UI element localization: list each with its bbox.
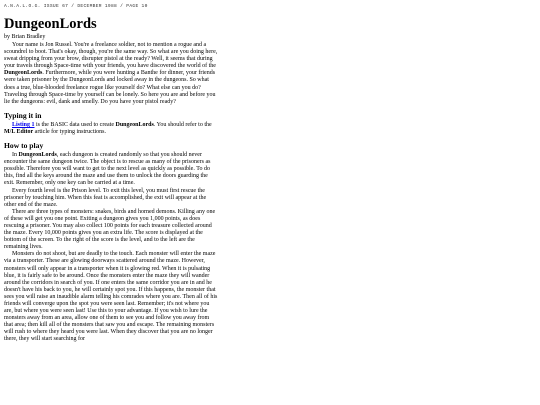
- typing-text-1: is the BASIC data used to create: [34, 121, 116, 128]
- article-page: [0, 0, 222, 344]
- intro-game-name: DungeonLords: [4, 70, 43, 77]
- howto-paragraph-3: There are three types of monsters: snakes, birds and horned demons. Killing any one of these will get you one point. Exiting a dungeon gives you 1,000 points, as does rescuing a prisoner. You may also collect 100 points for each treasure collected around the maze. Every 10,000 points gives you an extra life. The score is displayed at the bottom of the screen. To the right of the score is the level, and to the left are the remaining lives.: [4, 208, 216, 251]
- typing-heading: Typing it in: [4, 110, 42, 120]
- howto-p1-game-name: DungeonLords: [18, 152, 57, 159]
- listing-1-link[interactable]: Listing 1: [12, 121, 35, 128]
- typing-text-3: article for typing instructions.: [33, 128, 106, 135]
- howto-paragraph-4: Monsters do not shoot, but are deadly to the touch. Each monster will enter the maze via a transporter. These are glowing doorways scattered around the maze. However, monsters will only appear in a transporter when it is glowing red. When it is pulsating blue, it is fairly safe to be around. Once the monsters enter the maze they will wander around the corridors in search of you. If one enters the same corridor you are in and he doesn't have his back to you, he will certainly spot you. If this happens, the monster that sees you will raise an inaudible alarm telling his comrades where you are. Then all of his friends will converge upon the spot you were seen last. Remember; it's not where you are, but where you were seen last! Use this to your advantage. If you wish to lure the monsters away from an area, allow one of them to see you and follow you away from that area; then kill all of the monsters that saw you and escape. The remaining monsters will rush to where they heard you were last. When they discover that you are no longer there, they will start searching for: [4, 251, 218, 343]
- howto-paragraph-1: [4, 152, 218, 187]
- howto-paragraph-2: Every fourth level is the Prison level. To exit this level, you must first rescue the prisoner by touching him. When this feat is accomplished, the exit will appear at the other end of the maze.: [4, 187, 207, 208]
- ml-editor-name: M/L Editor: [4, 128, 34, 135]
- running-head: A.N.A.L.O.G. ISSUE 67 / DECEMBER 1988 / PAGE 10: [4, 4, 148, 9]
- intro-text-a: Your name is Jon Russel. You're a freelance soldier, not to mention a rogue and a scoundrel to boot. That's okay, though, you're the same way. So what are you doing here, sweat dripping from your brow, disrupter pistol at the ready? Well, it seems that during your travels through Space-time with your friends, you have discovered the world of the: [4, 42, 218, 70]
- article-title: DungeonLords: [4, 16, 97, 32]
- intro-paragraph: [4, 42, 218, 106]
- typing-text-2: . You should refer to the: [153, 121, 212, 128]
- typing-paragraph: [4, 122, 218, 136]
- howto-p1-a: In: [12, 152, 19, 159]
- howto-p1-c: , each dungeon is created randomly so that you should never encounter the same dungeon twice. The object is to rescue as many of the prisoners as possible. Therefore you will want to get to the next level as quickly as possible. To do this, find all the keys around the maze and use them to unlock the doors guarding the exit. Remember, only one key can be carried at a time.: [4, 152, 211, 187]
- intro-text-c: . Furthermore, while you were hunting a Banthe for dinner, your friends were taken prisoner by the DungeonLords and locked away in the dungeons. So what does a true, blue-blooded freelance rogue like yourself do? What else can you do? Traveling through Space-time by yourself can be lonely. So here you are and before you lie the dungeons: evil, dank and smelly. Do you have your pistol ready?: [4, 70, 216, 105]
- byline: by Brian Bradley: [4, 34, 46, 40]
- how-to-play-heading: How to play: [4, 141, 44, 151]
- typing-game-name: DungeonLords: [115, 121, 154, 128]
